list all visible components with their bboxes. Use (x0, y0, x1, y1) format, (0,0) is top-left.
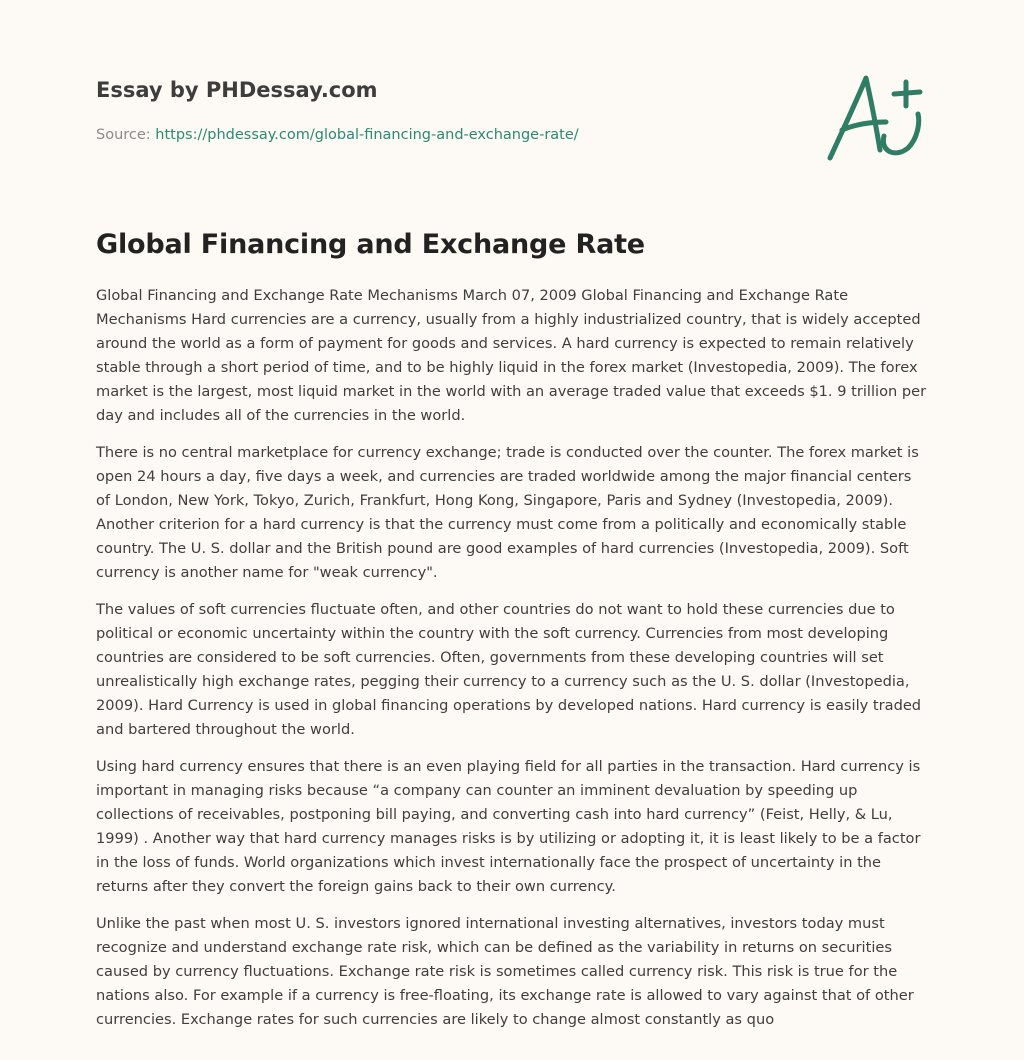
site-brand: Essay by PHDessay.com (96, 78, 378, 102)
essay-paragraph: There is no central marketplace for currency exchange; trade is conducted over the counter. The forex market is open 24 hours a day, five days a week, and currencies are traded worldwide among the major financial centers of London, New York, Tokyo, Zurich, Frankfurt, Hong Kong, Singapore, Paris and Sydney (Investopedia, 2009). Another criterion for a hard currency is that the currency must come from a politically and economically stable country. The U. S. dollar and the British pound are good examples of hard currencies (Investopedia, 2009). Soft currency is another name for "weak currency". (96, 444, 919, 581)
essay-paragraph: The values of soft currencies fluctuate often, and other countries do not want to hold these currencies due to political or economic uncertainty within the country with the soft currency. Currencies from most developing countries are considered to be soft currencies. Often, governments from these developing countries will set unrealistically high exchange rates, pegging their currency to a currency such as the U. S. dollar (Investopedia, 2009). Hard Currency is used in global financing operations by developed nations. Hard currency is easily traded and bartered throughout the world. (96, 601, 922, 738)
source-line (96, 125, 716, 145)
essay-header (96, 76, 716, 145)
essay-paragraph: Global Financing and Exchange Rate Mechanisms March 07, 2009 Global Financing and Exchange Rate Mechanisms Hard currencies are a currency, usually from a highly industrialized country, that is widely accepted around the world as a form of payment for goods and services. A hard currency is expected to remain relatively stable through a short period of time, and to be highly liquid in the forex market (Investopedia, 2009). The forex market is the largest, most liquid market in the world with an average traded value that exceeds $1. 9 trillion per day and includes all of the currencies in the world. (96, 287, 927, 424)
a-plus-logo-icon (820, 66, 930, 166)
essay-title: Global Financing and Exchange Rate (96, 229, 645, 260)
essay-paragraph: Unlike the past when most U. S. investors ignored international investing alternatives, investors today must recognize and understand exchange rate risk, which can be defined as the variability in returns on securities caused by currency fluctuations. Exchange rate risk is sometimes called currency risk. This risk is true for the nations also. For example if a currency is free-floating, its exchange rate is allowed to vary against that of other currencies. Exchange rates for such currencies are likely to change almost constantly as quo (96, 915, 914, 1028)
essay-body (96, 284, 930, 1045)
source-label: Source: (96, 127, 156, 143)
source-link[interactable]: https://phdessay.com/global-financing-and-exchange-rate/ (155, 127, 579, 143)
essay-paragraph: Using hard currency ensures that there is an even playing field for all parties in the transaction. Hard currency is important in managing risks because “a company can counter an imminent devaluation by speeding up collections of receivables, postponing bill paying, and converting cash into hard currency” (Feist, Helly, & Lu, 1999) . Another way that hard currency manages risks is by utilizing or adopting it, it is least likely to be a factor in the loss of funds. World organizations which invest internationally face the prospect of uncertainty in the returns after they convert the foreign gains back to their own currency. (96, 758, 921, 895)
